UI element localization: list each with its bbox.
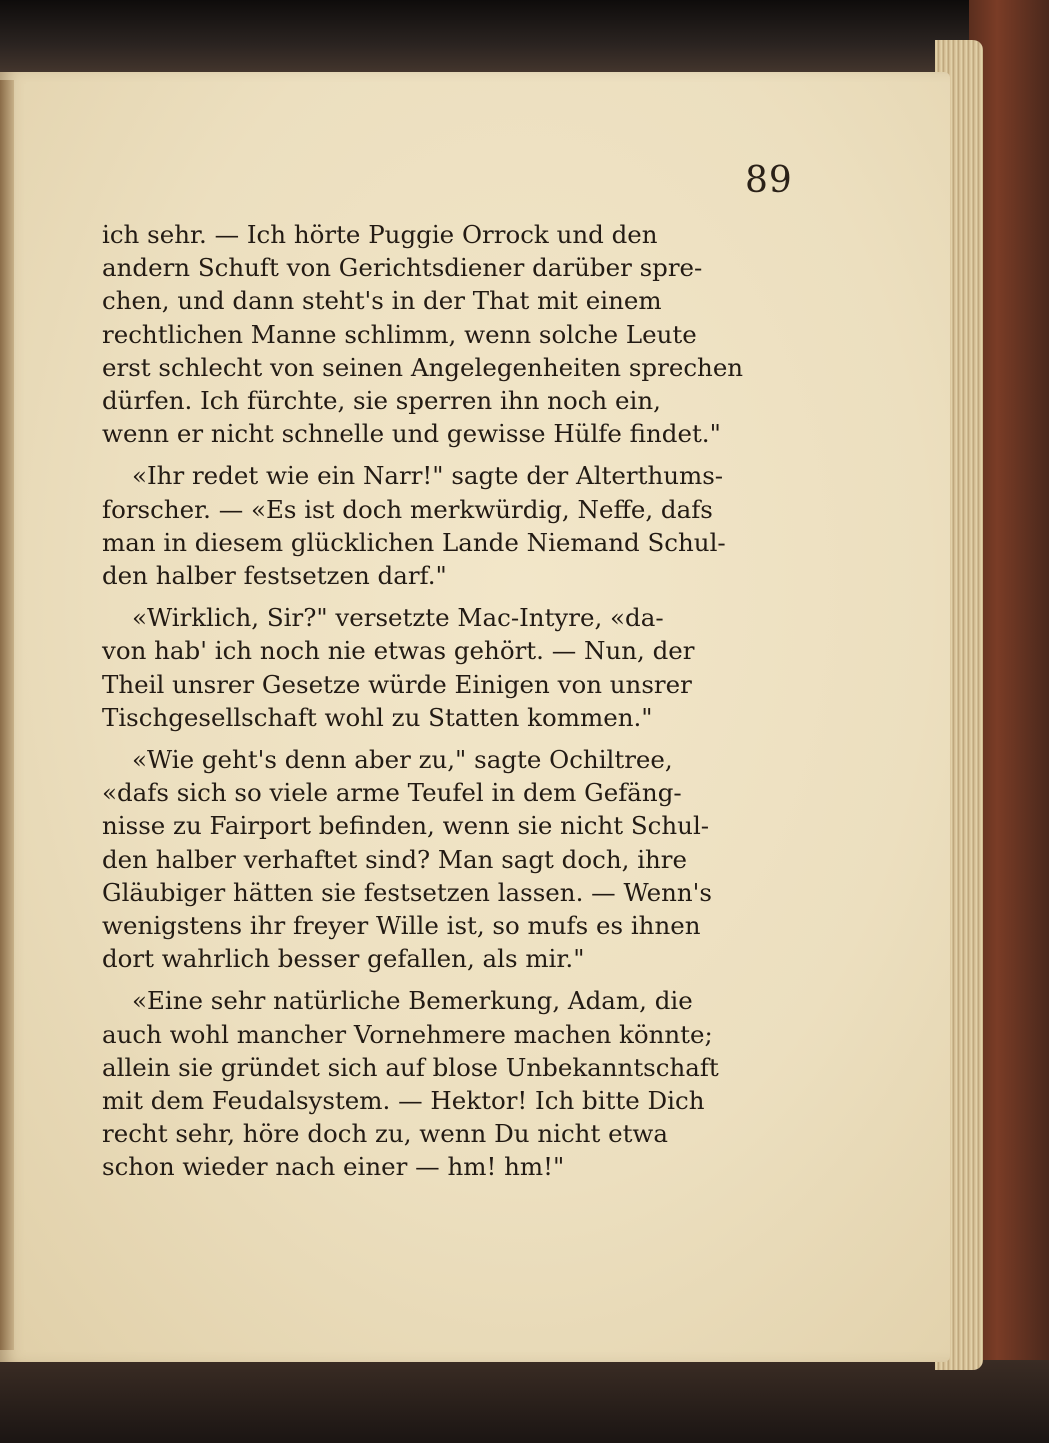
text-line: «Ihr redet wie ein Narr!" sagte der Alterthums- [132,461,724,491]
text-line: «Eine sehr natürliche Bemerkung, Adam, die [132,986,693,1016]
text-line: allein sie gründet sich auf blose Unbekanntschaft [102,1052,719,1082]
text-line: recht sehr, höre doch zu, wenn Du nicht etwa [102,1119,669,1149]
text-line: den halber festsetzen darf." [102,561,447,591]
book-cover-bottom [0,1360,1049,1443]
text-line: auch wohl mancher Vornehmere machen könnte; [102,1019,713,1049]
text-line: dort wahrlich besser gefallen, als mir." [102,944,585,974]
page-number: 89 [745,160,793,201]
text-line: Tischgesellschaft wohl zu Statten kommen." [102,702,653,732]
text-line: andern Schuft von Gerichtsdiener darüber spre- [102,253,703,283]
text-line: wenigstens ihr freyer Wille ist, so mufs es ihnen [102,911,701,941]
text-line: «dafs sich so viele arme Teufel in dem Gefäng- [102,778,682,808]
text-line: «Wirklich, Sir?" versetzte Mac-Intyre, «da- [132,603,664,633]
text-line: forscher. — «Es ist doch merkwürdig, Neffe, dafs [102,494,713,524]
paragraph [102,743,796,975]
text-line: man in diesem glücklichen Lande Niemand Schul- [102,527,726,557]
page-gutter [0,80,14,1350]
text-line: «Wie geht's denn aber zu," sagte Ochiltree, [132,745,673,775]
text-line: chen, und dann steht's in der That mit einem [102,286,662,316]
text-line: Theil unsrer Gesetze würde Einigen von unsrer [102,669,692,699]
paragraph [102,601,796,734]
text-line: mit dem Feudalsystem. — Hektor! Ich bitte Dich [102,1086,705,1116]
book-cover-top [0,0,1049,80]
text-line: erst schlecht von seinen Angelegenheiten sprechen [102,352,744,382]
text-line: dürfen. Ich fürchte, sie sperren ihn noch ein, [102,386,661,416]
text-line: ich sehr. — Ich hörte Puggie Orrock und den [102,220,658,249]
text-line: nisse zu Fairport befinden, wenn sie nicht Schul- [102,811,710,841]
text-line: Gläubiger hätten sie festsetzen lassen. — Wenn's [102,877,712,907]
paragraph [102,218,796,450]
text-line: schon wieder nach einer — hm! hm!" [102,1152,565,1182]
text-line: von hab' ich noch nie etwas gehört. — Nun, der [102,636,695,666]
paragraph [102,984,796,1183]
text-line: wenn er nicht schnelle und gewisse Hülfe findet." [102,419,721,449]
text-line: rechtlichen Manne schlimm, wenn solche Leute [102,319,697,349]
body-text [102,218,796,1184]
text-line: den halber verhaftet sind? Man sagt doch, ihre [102,844,688,874]
paragraph [102,459,796,592]
